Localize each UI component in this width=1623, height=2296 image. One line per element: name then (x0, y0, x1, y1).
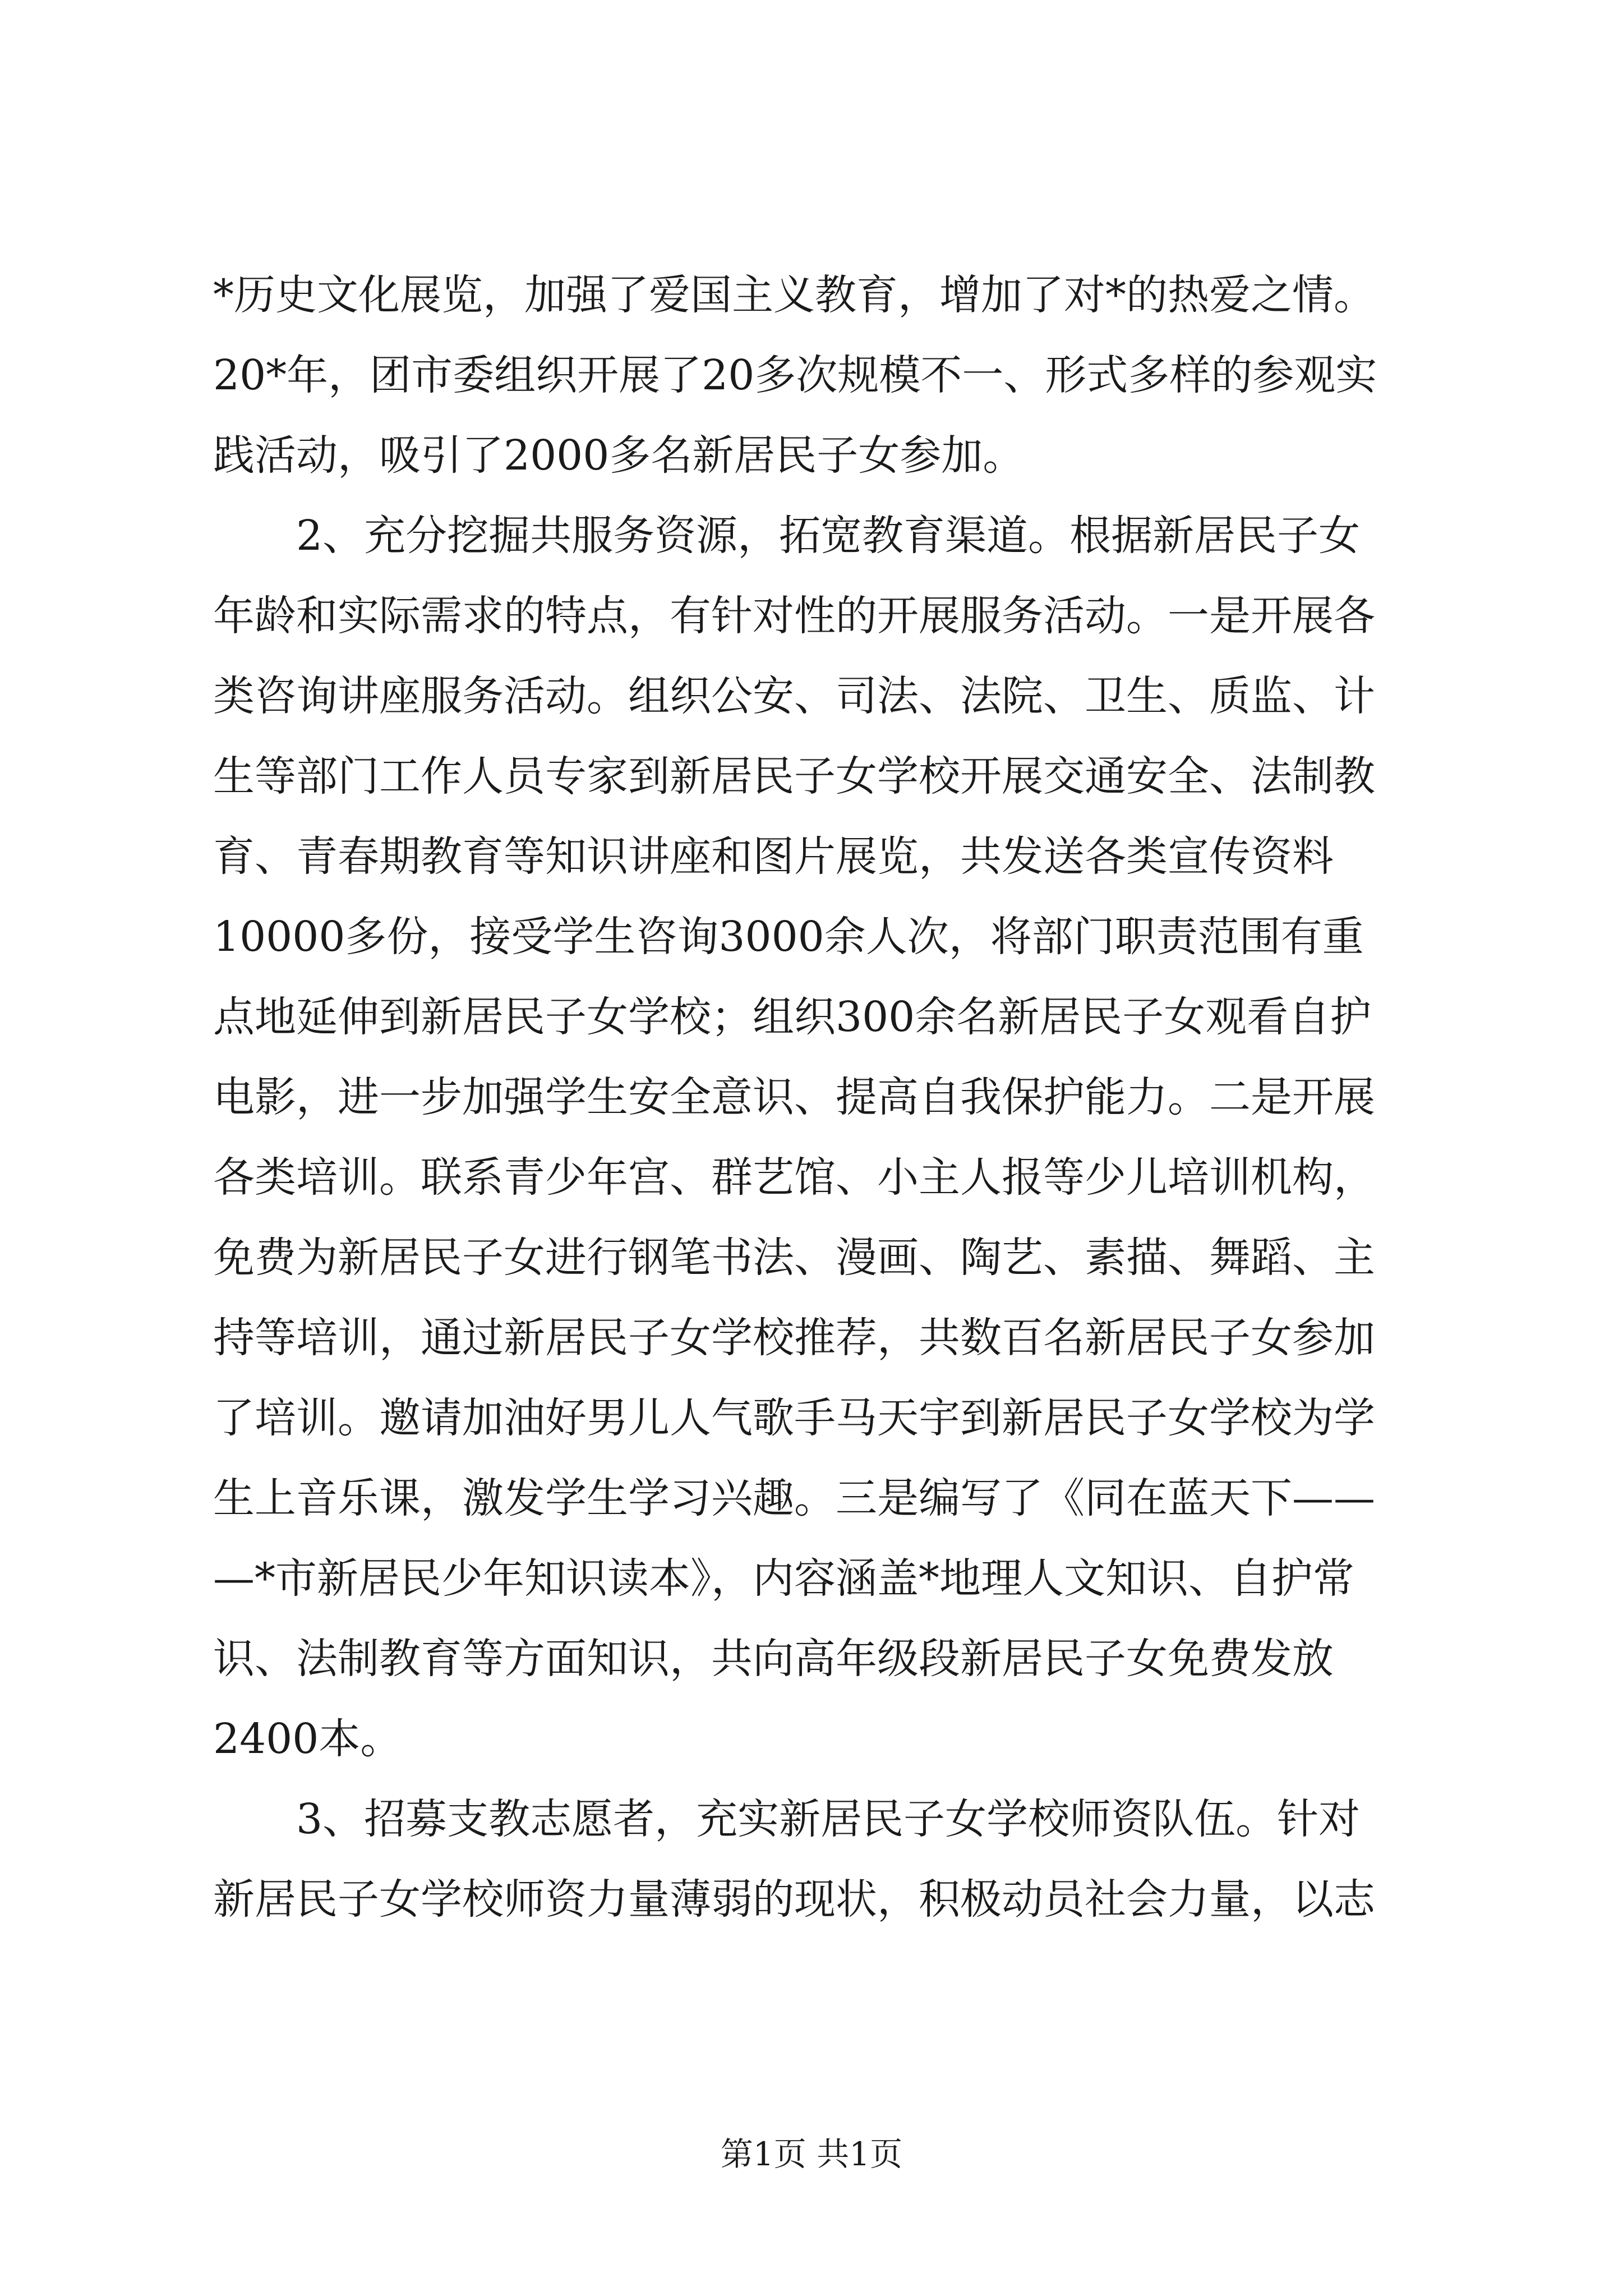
text-line-14: 持等培训，通过新居民子女学校推荐，共数百名新居民子女参加 (213, 1314, 1375, 1362)
text-line-2: 20*年，团市委组织开展了20多次规模不一、形式多样的参观实 (213, 351, 1377, 399)
text-line-18: 识、法制教育等方面知识，共向高年级段新居民子女免费发放 (213, 1635, 1334, 1683)
text-line-20: 3、招募支教志愿者，充实新居民子女学校师资队伍。针对 (296, 1795, 1361, 1843)
text-line-11: 电影，进一步加强学生安全意识、提高自我保护能力。二是开展 (213, 1073, 1375, 1121)
text-line-19: 2400本。 (213, 1715, 402, 1763)
page-footer (0, 2132, 1623, 2177)
text-line-7: 生等部门工作人员专家到新居民子女学校开展交通安全、法制教 (213, 752, 1375, 800)
text-line-4: 2、充分挖掘共服务资源，拓宽教育渠道。根据新居民子女 (296, 512, 1361, 560)
text-line-1: *历史文化展览，加强了爱国主义教育，增加了对*的热爱之情。 (213, 271, 1375, 319)
text-line-9: 10000多份，接受学生咨询3000余人次，将部门职责范围有重 (213, 913, 1364, 961)
text-line-17: —*市新居民少年知识读本》，内容涵盖*地理人文知识、自护常 (213, 1554, 1354, 1603)
text-line-13: 免费为新居民子女进行钢笔书法、漫画、陶艺、素描、舞蹈、主 (213, 1234, 1375, 1282)
text-line-5: 年龄和实际需求的特点，有针对性的开展服务活动。一是开展各 (213, 592, 1375, 640)
page-number-label: 第1页 共1页 (720, 2135, 903, 2173)
document-body (213, 255, 1413, 1940)
text-line-10: 点地延伸到新居民子女学校；组织300余名新居民子女观看自护 (213, 993, 1372, 1041)
text-line-16: 生上音乐课，激发学生学习兴趣。三是编写了《同在蓝天下—— (213, 1474, 1375, 1522)
text-line-8: 育、青春期教育等知识讲座和图片展览，共发送各类宣传资料 (213, 832, 1334, 881)
text-line-6: 类咨询讲座服务活动。组织公安、司法、法院、卫生、质监、计 (213, 672, 1375, 720)
text-line-3: 践活动，吸引了2000多名新居民子女参加。 (213, 431, 1025, 480)
text-line-15: 了培训。邀请加油好男儿人气歌手马天宇到新居民子女学校为学 (213, 1394, 1375, 1442)
text-line-12: 各类培训。联系青少年宫、群艺馆、小主人报等少儿培训机构， (213, 1153, 1375, 1202)
text-line-21: 新居民子女学校师资力量薄弱的现状，积极动员社会力量，以志 (213, 1875, 1375, 1924)
